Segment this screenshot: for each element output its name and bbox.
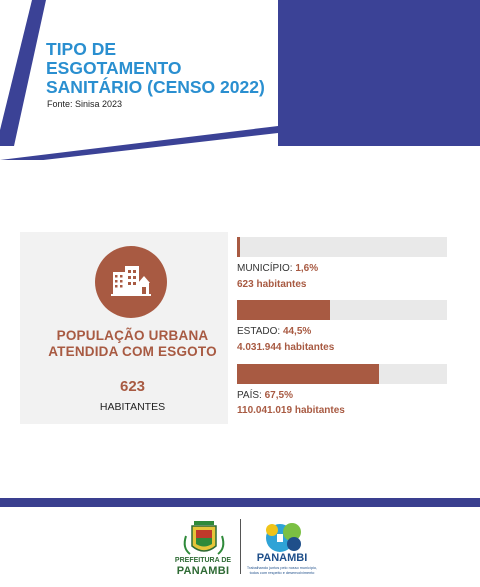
bar-count-estado: 4.031.944 habitantes [237,342,335,353]
bar-label-estado: ESTADO: 44,5% [237,326,312,337]
panambi-logo-title: PANAMBI [256,552,308,564]
bar-count-pais: 110.041.019 habitantes [237,405,345,416]
bar-pct-pais: 67,5% [264,390,293,401]
bar-pct-municipio: 1,6% [295,263,319,274]
prefeitura-logo-text: PREFEITURA DE PANAMBI [174,557,232,577]
logo-divider [240,519,241,574]
page-title: TIPO DE ESGOTAMENTO SANITÁRIO (CENSO 2022) [46,39,265,97]
city-buildings-icon [95,246,167,318]
bar-label-pais: PAÍS: 67,5% [237,390,293,401]
bar-fill-municipio [237,237,240,257]
bar-fill-pais [237,364,379,384]
population-unit: HABITANTES [99,401,166,413]
bar-track-municipio [237,237,447,257]
bar-track-pais [237,364,447,384]
population-label: POPULAÇÃO URBANA ATENDIDA COM ESGOTO [48,328,217,359]
bar-count-municipio: 623 habitantes [237,279,307,290]
bar-pct-estado: 44,5% [282,326,312,337]
bar-track-estado [237,300,447,320]
population-number: 623 [119,378,146,395]
bar-fill-estado [237,300,330,320]
source-note: Fonte: Sinisa 2023 [47,99,123,109]
footer-band [0,498,480,507]
bar-label-municipio: MUNICÍPIO: 1,6% [237,263,319,274]
panambi-logo-tagline: Trabalhando juntos pelo nosso município, todos com respeito e desenvolvimento [246,566,318,575]
